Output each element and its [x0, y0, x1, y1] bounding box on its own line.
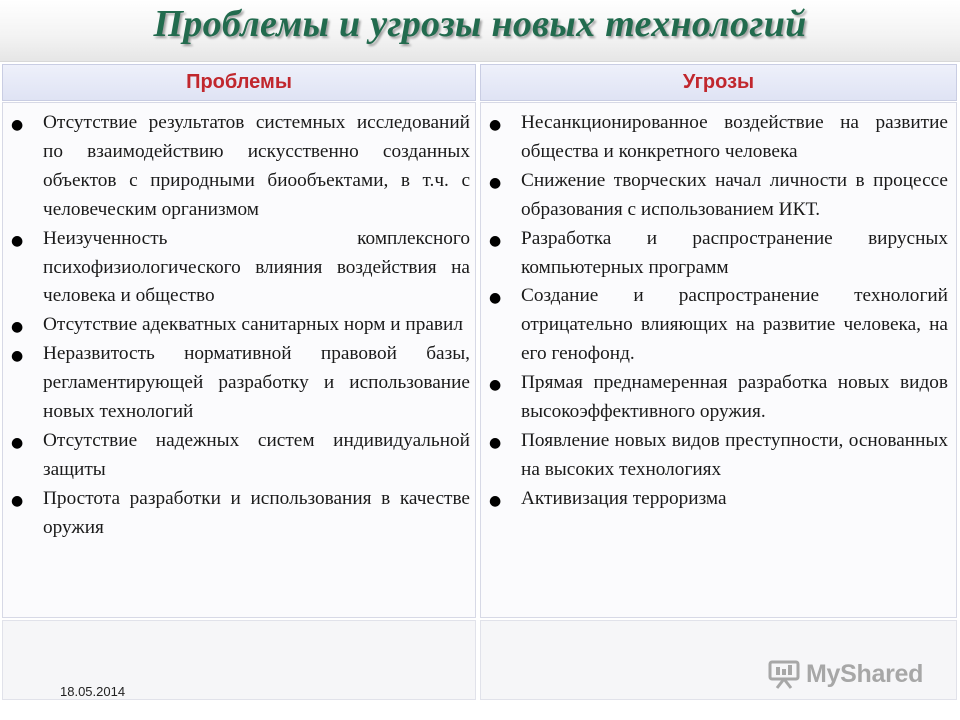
problem-text: Отсутствие надежных систем индивидуальной защиты [43, 429, 470, 480]
problem-item [3, 340, 475, 427]
threat-text: Прямая преднамеренная разработка новых видов высокоэффективного оружия. [521, 372, 948, 423]
problem-item [3, 427, 475, 485]
threats-column [480, 102, 957, 618]
problem-text: Неизученность комплексного психофизиологического влияния воздействия на человека и общество [43, 227, 470, 307]
bullet-icon: ● [11, 434, 24, 451]
threat-text: Разработка и распространение вирусных компьютерных программ [521, 227, 948, 278]
problem-text: Отсутствие результатов системных исследований по взаимодействию искусственно созданных объектов с природными биообъектами, в т.ч. с человеческим организмом [43, 112, 470, 220]
bullet-icon: ● [489, 174, 502, 191]
slide-title-bar [0, 0, 960, 62]
problems-header: Проблемы [2, 64, 476, 101]
bullet-icon: ● [489, 290, 502, 307]
problem-text: Неразвитость нормативной правовой базы, регламентирующей разработку и использование новых технологий [43, 343, 470, 423]
bullet-icon: ● [489, 232, 502, 249]
problems-threats-table [0, 62, 960, 700]
bullet-icon: ● [489, 492, 502, 509]
threat-text: Появление новых видов преступности, основанных на высоких технологиях [521, 429, 948, 480]
bullet-icon: ● [11, 492, 24, 509]
bullet-icon: ● [489, 434, 502, 451]
threat-item [481, 485, 956, 514]
problem-text: Отсутствие адекватных санитарных норм и правил [43, 314, 463, 336]
threats-header: Угрозы [480, 64, 957, 101]
bullet-icon: ● [489, 377, 502, 394]
problem-item [3, 225, 475, 312]
slide-title: Проблемы и угрозы новых технологий [153, 3, 807, 45]
threat-item [481, 369, 956, 427]
presentation-board-icon [768, 659, 800, 689]
threat-text: Активизация терроризма [521, 487, 727, 509]
bullet-icon: ● [11, 348, 24, 365]
problem-item [3, 311, 475, 340]
problem-item [3, 109, 475, 225]
myshared-logo [768, 656, 923, 692]
threat-item [481, 167, 956, 225]
bullet-icon: ● [11, 117, 24, 133]
bullet-icon: ● [11, 319, 24, 336]
threat-item [481, 109, 956, 167]
bullet-icon: ● [11, 232, 24, 249]
threat-item [481, 282, 956, 369]
problem-text: Простота разработки и использования в качестве оружия [43, 487, 470, 538]
threat-text: Снижение творческих начал личности в процессе образования с использованием ИКТ. [521, 169, 948, 220]
problems-column [2, 102, 476, 618]
problem-item [3, 485, 475, 543]
slide-date: 18.05.2014 [60, 684, 126, 699]
bullet-icon: ● [489, 117, 502, 133]
threat-text: Создание и распространение технологий отрицательно влияющих на развитие человека, на его генофонд. [521, 285, 948, 365]
threat-text: Несанкционированное воздействие на развитие общества и конкретного человека [521, 112, 948, 162]
logo-text: MyShared [806, 659, 924, 688]
threat-item [481, 427, 956, 485]
threat-item [481, 225, 956, 283]
